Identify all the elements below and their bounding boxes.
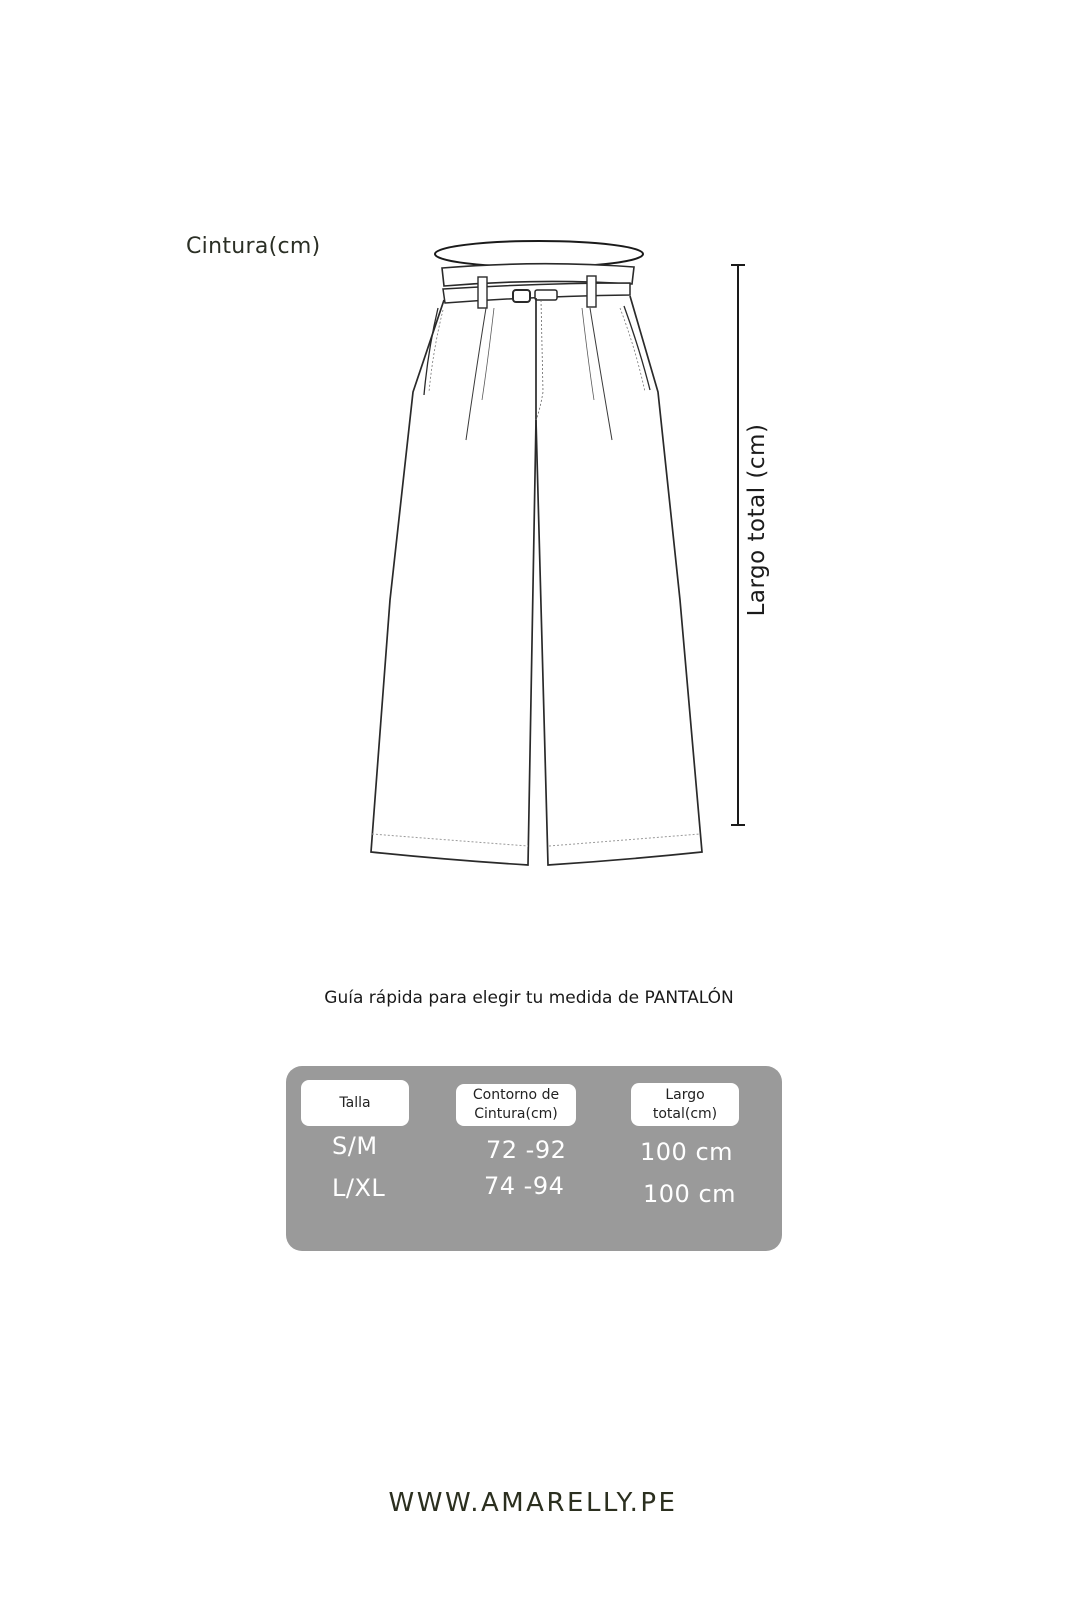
fly-stitch bbox=[536, 300, 543, 420]
guide-title-text: Guía rápida para elegir tu medida de PANTALÓN bbox=[324, 988, 734, 1008]
row-lxl-contorno: 74 -94 bbox=[484, 1172, 565, 1200]
row-sm-largo: 100 cm bbox=[640, 1138, 734, 1166]
row-lxl-talla: L/XL bbox=[332, 1174, 386, 1202]
row-sm-talla: S/M bbox=[332, 1132, 378, 1160]
header-talla bbox=[301, 1080, 409, 1126]
pleat-left bbox=[466, 308, 486, 440]
waist-label: Cintura(cm) bbox=[186, 234, 321, 259]
hem-right bbox=[549, 834, 700, 846]
belt-loop bbox=[587, 276, 596, 307]
belt-buckle-end bbox=[535, 290, 557, 300]
header-contorno-line1: Contorno de bbox=[472, 1087, 560, 1103]
hem-left bbox=[372, 834, 528, 846]
header-contorno bbox=[456, 1084, 576, 1126]
row-lxl-largo: 100 cm bbox=[643, 1180, 737, 1208]
left-leg bbox=[371, 298, 536, 865]
header-largo bbox=[631, 1083, 739, 1126]
length-label: Largo total (cm) bbox=[744, 423, 770, 617]
header-contorno-line2: Cintura(cm) bbox=[474, 1106, 558, 1122]
belt-loop bbox=[478, 277, 487, 308]
belt-buckle bbox=[513, 290, 530, 302]
row-sm-contorno: 72 -92 bbox=[486, 1136, 567, 1164]
guide-title bbox=[0, 988, 1066, 1008]
header-largo-line1: Largo bbox=[665, 1086, 705, 1103]
header-largo-line2: total(cm) bbox=[652, 1105, 718, 1122]
size-table bbox=[286, 1066, 782, 1251]
right-leg bbox=[536, 296, 702, 865]
pocket-right-stitch bbox=[620, 308, 645, 392]
pleat-right bbox=[590, 308, 612, 440]
footer-url: WWW.AMARELLY.PE bbox=[388, 1488, 678, 1518]
header-talla-text: Talla bbox=[339, 1094, 371, 1111]
